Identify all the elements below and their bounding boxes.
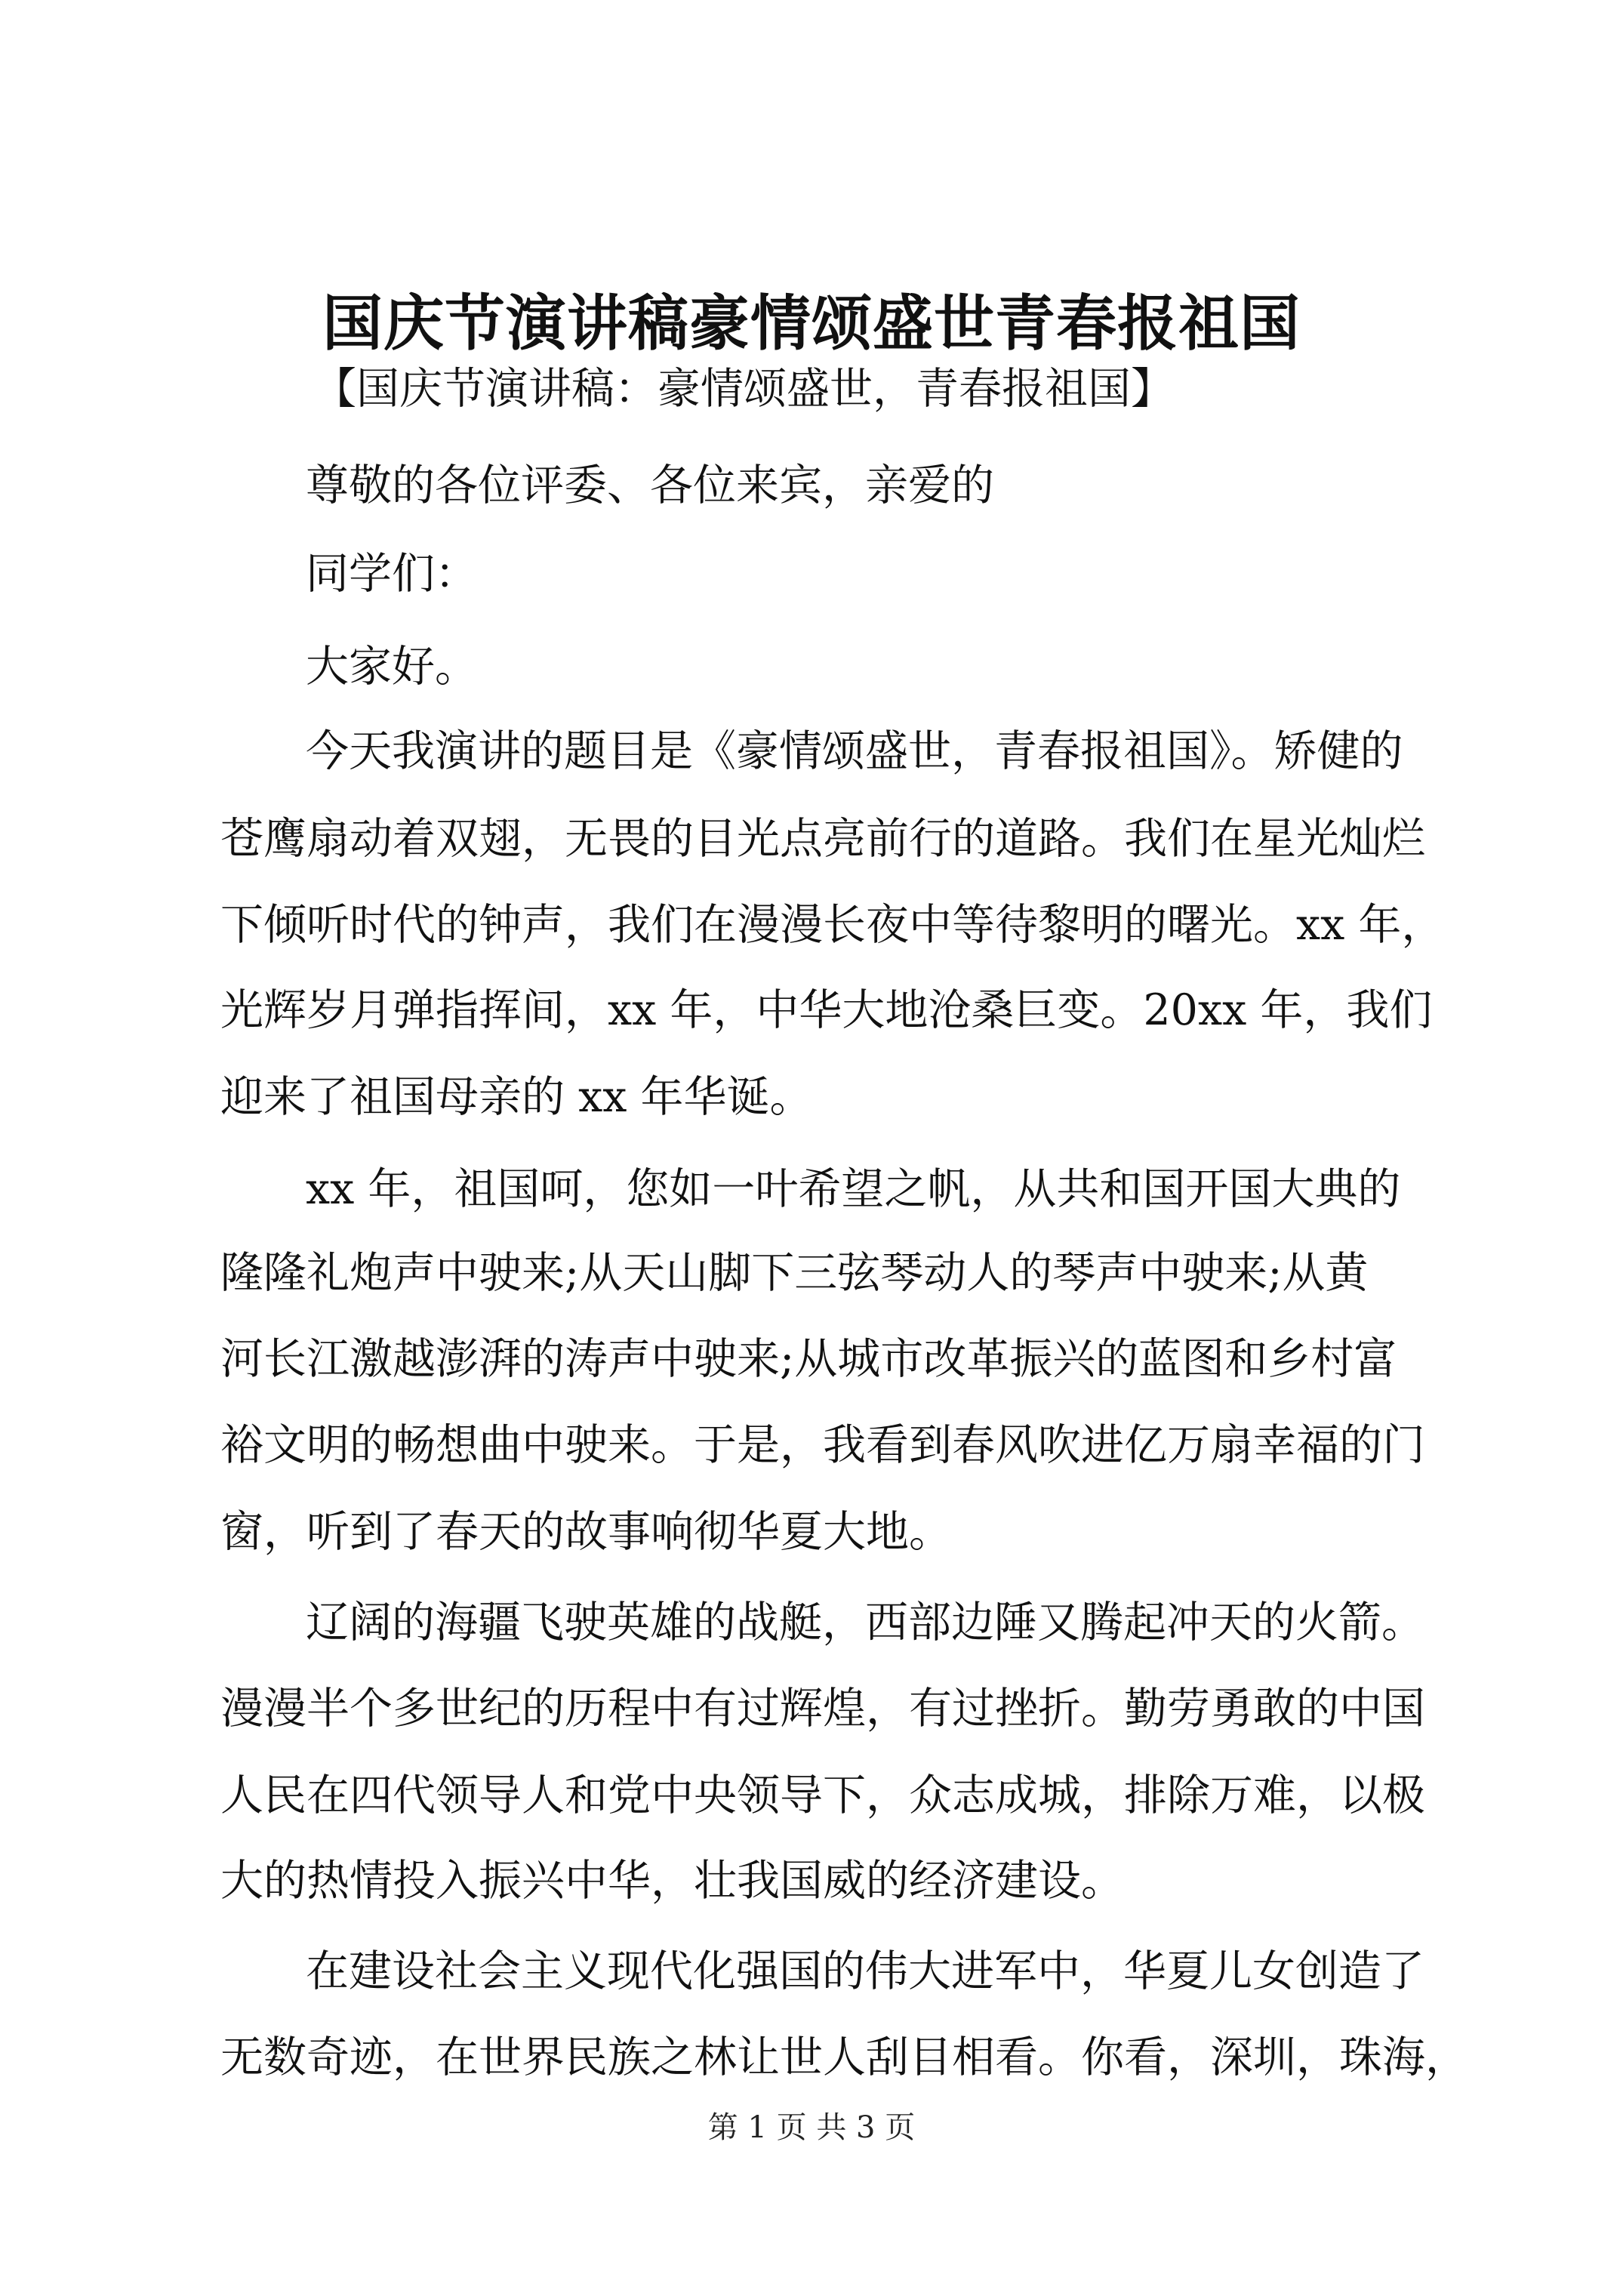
text-line: 苍鹰扇动着双翅，无畏的目光点亮前行的道路。我们在星光灿烂	[220, 814, 1425, 864]
text-line: xx 年，祖国呵，您如一叶希望之帆，从共和国开国大典的	[306, 1164, 1401, 1214]
text-line: 同学们：	[306, 549, 478, 599]
page-number-footer: 第 1 页 共 3 页	[707, 2110, 916, 2145]
subtitle-line: 【国庆节演讲稿：豪情颂盛世，青春报祖国】	[313, 364, 1174, 414]
text-line: 辽阔的海疆飞驶英雄的战艇，西部边陲又腾起冲天的火箭。	[306, 1598, 1424, 1647]
text-line: 下倾听时代的钟声，我们在漫漫长夜中等待黎明的曙光。xx 年，	[220, 900, 1445, 950]
text-line: 漫漫半个多世纪的历程中有过辉煌，有过挫折。勤劳勇敢的中国	[220, 1684, 1425, 1734]
text-line: 大的热情投入振兴中华，壮我国威的经济建设。	[220, 1856, 1124, 1906]
text-line: 今天我演讲的题目是《豪情颂盛世，青春报祖国》。矫健的	[306, 726, 1403, 776]
text-line: 尊敬的各位评委、各位来宾，亲爱的	[306, 461, 994, 510]
text-line: 无数奇迹，在世界民族之林让世人刮目相看。你看，深圳，珠海，	[220, 2032, 1468, 2082]
text-line: 大家好。	[306, 642, 478, 692]
text-line: 隆隆礼炮声中驶来;从天山脚下三弦琴动人的琴声中驶来;从黄	[220, 1248, 1369, 1298]
document-title: 国庆节演讲稿豪情颂盛世青春报祖国	[322, 288, 1301, 359]
text-line: 裕文明的畅想曲中驶来。于是，我看到春风吹进亿万扇幸福的门	[220, 1420, 1425, 1470]
text-line: 在建设社会主义现代化强国的伟大进军中，华夏儿女创造了	[306, 1946, 1424, 1996]
text-line: 光辉岁月弹指挥间，xx 年，中华大地沧桑巨变。20xx 年，我们	[220, 985, 1433, 1035]
text-line: 窗，听到了春天的故事响彻华夏大地。	[220, 1507, 952, 1557]
text-line: 人民在四代领导人和党中央领导下，众志成城，排除万难，以极	[220, 1771, 1425, 1820]
text-line: 河长江激越澎湃的涛声中驶来;从城市改革振兴的蓝图和乡村富	[220, 1334, 1397, 1384]
text-line: 迎来了祖国母亲的 xx 年华诞。	[220, 1072, 813, 1122]
